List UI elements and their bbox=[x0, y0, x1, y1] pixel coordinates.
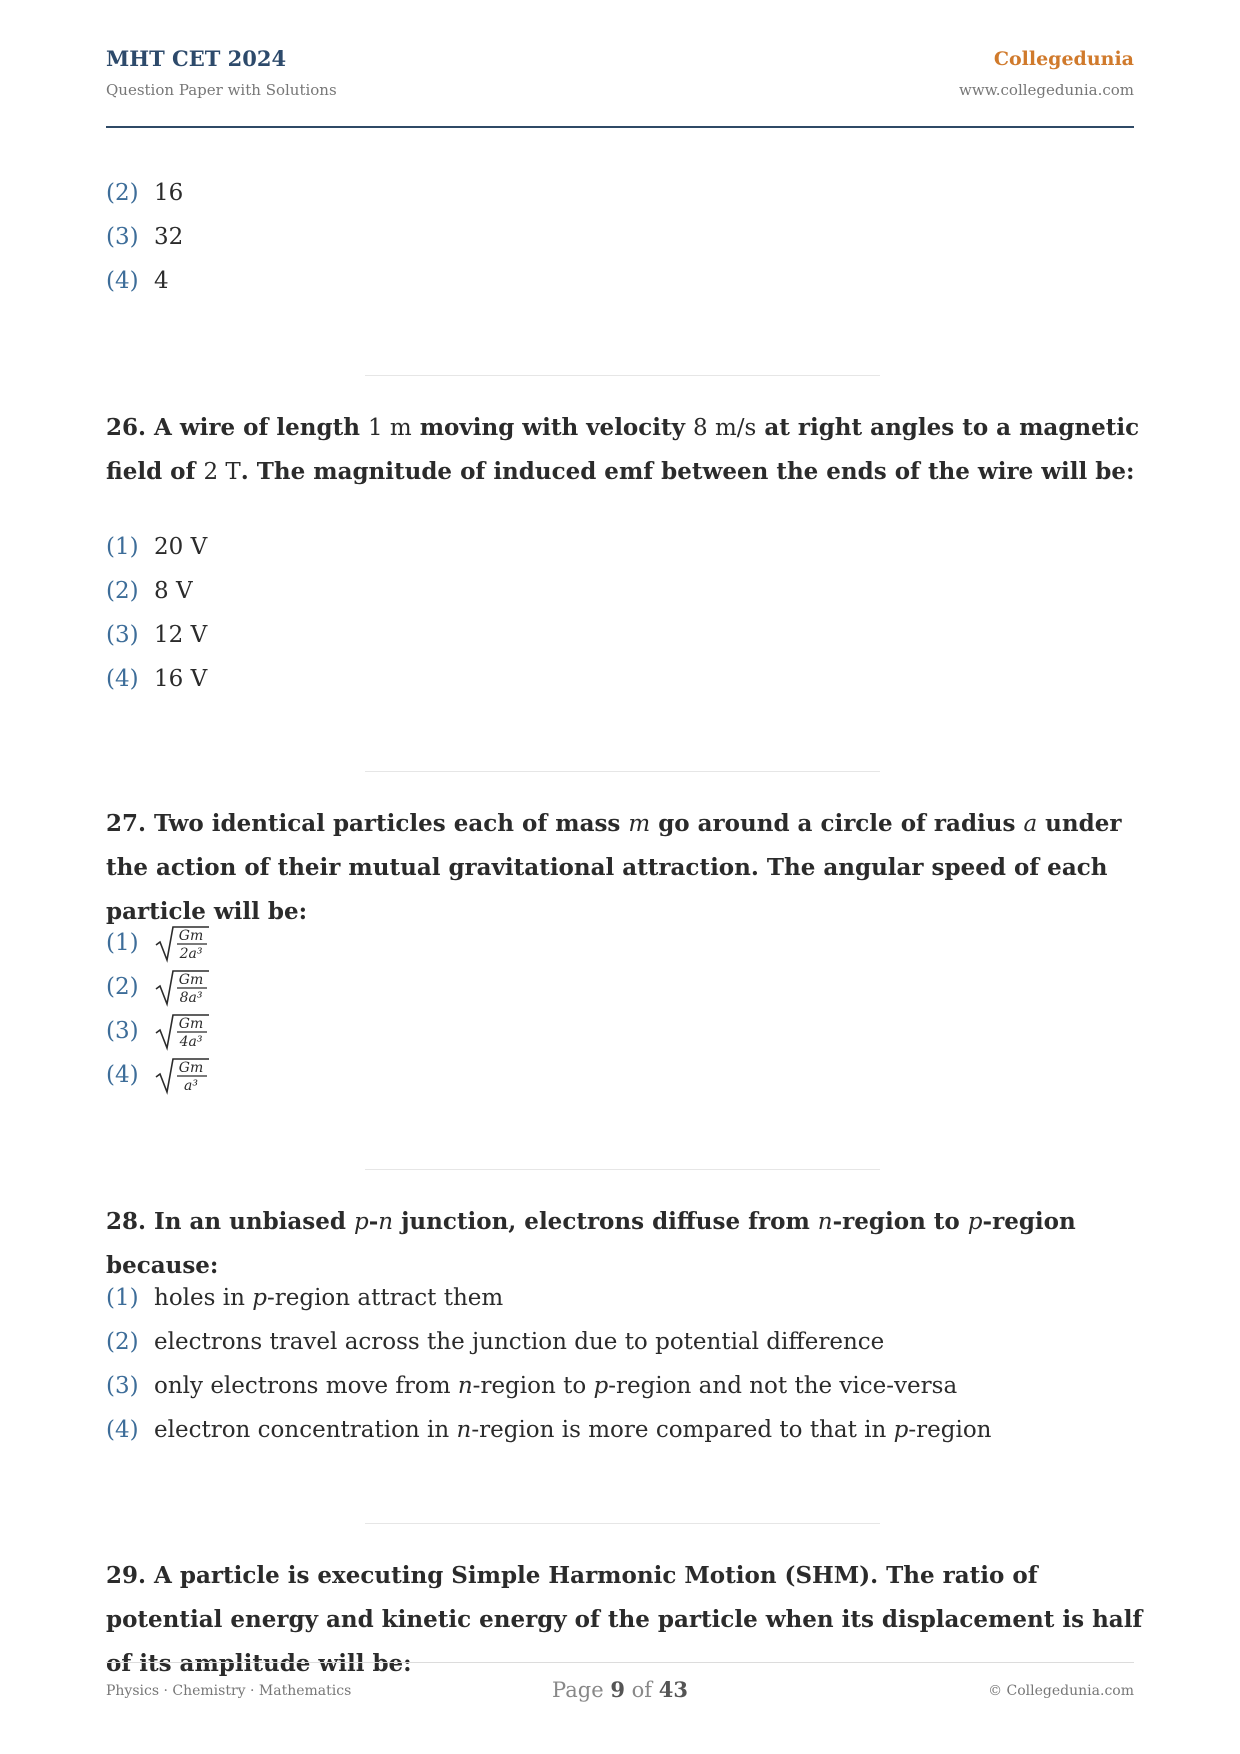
sqrt-fraction bbox=[154, 1011, 210, 1051]
sqrt-fraction bbox=[154, 967, 210, 1007]
fraction-numerator: Gm bbox=[178, 972, 204, 988]
option-text: 20 V bbox=[154, 534, 208, 560]
separator bbox=[365, 1169, 880, 1170]
option-item[interactable] bbox=[106, 613, 207, 657]
option-item[interactable] bbox=[106, 1408, 992, 1452]
question-text: go around a circle of radius bbox=[650, 810, 1024, 837]
math-variable: a bbox=[1023, 811, 1038, 837]
question-27 bbox=[106, 802, 1144, 934]
option-text: electrons travel across the junction due to potential difference bbox=[154, 1329, 885, 1355]
option-number: (3) bbox=[106, 224, 139, 250]
question-text: Two identical particles each of mass bbox=[154, 810, 629, 837]
option-number: (2) bbox=[106, 974, 139, 1000]
brand-name[interactable]: Collegedunia bbox=[993, 48, 1134, 70]
total-pages: 43 bbox=[658, 1677, 688, 1702]
current-page: 9 bbox=[610, 1677, 625, 1702]
math-variable: p bbox=[353, 1209, 369, 1235]
question-number: 27. bbox=[106, 810, 147, 837]
brand-url[interactable]: www.collegedunia.com bbox=[959, 81, 1134, 99]
separator bbox=[365, 1523, 880, 1524]
option-number: (2) bbox=[106, 578, 139, 604]
question-number: 29. bbox=[106, 1562, 147, 1589]
fraction-numerator: Gm bbox=[178, 928, 204, 944]
option-item[interactable] bbox=[106, 259, 183, 303]
option-number: (4) bbox=[106, 1417, 139, 1443]
option-text: 8 V bbox=[154, 578, 193, 604]
prev-question-options bbox=[106, 171, 183, 303]
question-text: In an unbiased bbox=[154, 1208, 354, 1235]
separator bbox=[365, 771, 880, 772]
math-variable: n bbox=[817, 1209, 833, 1235]
option-text: 32 bbox=[154, 224, 184, 250]
option-text: electron concentration in n-region is more compared to that in p-region bbox=[154, 1417, 992, 1443]
option-item[interactable] bbox=[106, 657, 207, 701]
math-variable: n bbox=[378, 1209, 394, 1235]
option-item[interactable] bbox=[106, 1320, 992, 1364]
option-text: 12 V bbox=[154, 622, 208, 648]
option-number: (1) bbox=[106, 534, 139, 560]
fraction-denominator: 4a³ bbox=[179, 1034, 203, 1050]
option-number: (3) bbox=[106, 1018, 139, 1044]
option-text: 16 V bbox=[154, 666, 208, 692]
option-number: (4) bbox=[106, 268, 139, 294]
fraction-denominator: 8a³ bbox=[179, 990, 203, 1006]
math-value: 2 T bbox=[203, 459, 241, 485]
question-text: A particle is executing Simple Harmonic Motion (SHM). The ratio of potential energy and kinetic energy of the particle when its displacement is half of its amplitude will be: bbox=[106, 1562, 1143, 1677]
option-number: (3) bbox=[106, 622, 139, 648]
exam-title: MHT CET 2024 bbox=[106, 46, 287, 71]
option-item[interactable] bbox=[106, 1009, 210, 1053]
footer-copyright: © Collegedunia.com bbox=[988, 1683, 1134, 1699]
question-number: 26. bbox=[106, 414, 147, 441]
option-text: only electrons move from n-region to p-region and not the vice-versa bbox=[154, 1373, 958, 1399]
math-variable: p bbox=[967, 1209, 983, 1235]
page-header bbox=[106, 44, 1134, 128]
question-number: 28. bbox=[106, 1208, 147, 1235]
fraction-denominator: 2a³ bbox=[179, 946, 203, 962]
option-text: holes in p-region attract them bbox=[154, 1285, 504, 1311]
fraction-numerator: Gm bbox=[178, 1060, 204, 1076]
option-item[interactable] bbox=[106, 1053, 210, 1097]
q28-options bbox=[106, 1276, 992, 1452]
question-26 bbox=[106, 406, 1144, 494]
question-text: at right angles to a magnetic field of bbox=[106, 414, 1140, 485]
q27-options bbox=[106, 921, 210, 1097]
question-text: -region to bbox=[832, 1208, 968, 1235]
option-item[interactable] bbox=[106, 569, 207, 613]
option-item[interactable] bbox=[106, 1364, 992, 1408]
math-value: 1 m bbox=[367, 415, 412, 441]
option-number: (4) bbox=[106, 666, 139, 692]
question-text: moving with velocity bbox=[411, 414, 694, 441]
fraction-numerator: Gm bbox=[178, 1016, 204, 1032]
question-text: - bbox=[368, 1208, 379, 1235]
question-text: junction, electrons diffuse from bbox=[393, 1208, 818, 1235]
option-item[interactable] bbox=[106, 965, 210, 1009]
sqrt-fraction bbox=[154, 1055, 210, 1095]
option-text: 16 bbox=[154, 180, 184, 206]
question-28 bbox=[106, 1200, 1144, 1288]
footer-subjects: Physics · Chemistry · Mathematics bbox=[106, 1683, 352, 1699]
option-item[interactable] bbox=[106, 1276, 992, 1320]
option-number: (1) bbox=[106, 1285, 139, 1311]
option-item[interactable] bbox=[106, 921, 210, 965]
option-number: (2) bbox=[106, 180, 139, 206]
option-item[interactable] bbox=[106, 525, 207, 569]
option-number: (2) bbox=[106, 1329, 139, 1355]
math-variable: m bbox=[628, 811, 651, 837]
q26-options bbox=[106, 525, 207, 701]
exam-subtitle: Question Paper with Solutions bbox=[106, 81, 337, 99]
option-number: (1) bbox=[106, 930, 139, 956]
fraction-denominator: a³ bbox=[184, 1078, 198, 1094]
question-text: -region because: bbox=[106, 1208, 1076, 1279]
option-number: (4) bbox=[106, 1062, 139, 1088]
option-item[interactable] bbox=[106, 215, 183, 259]
sqrt-fraction bbox=[154, 923, 210, 963]
math-value: 8 m/s bbox=[693, 415, 757, 441]
page-footer bbox=[106, 1662, 1134, 1713]
question-text: A wire of length bbox=[154, 414, 368, 441]
page-indicator: Page 9 of 43 bbox=[552, 1677, 688, 1702]
question-text: . The magnitude of induced emf between the ends of the wire will be: bbox=[240, 458, 1135, 485]
option-item[interactable] bbox=[106, 171, 183, 215]
option-number: (3) bbox=[106, 1373, 139, 1399]
question-text: under the action of their mutual gravitational attraction. The angular speed of each particle will be: bbox=[106, 810, 1122, 925]
separator bbox=[365, 375, 880, 376]
option-text: 4 bbox=[154, 268, 169, 294]
